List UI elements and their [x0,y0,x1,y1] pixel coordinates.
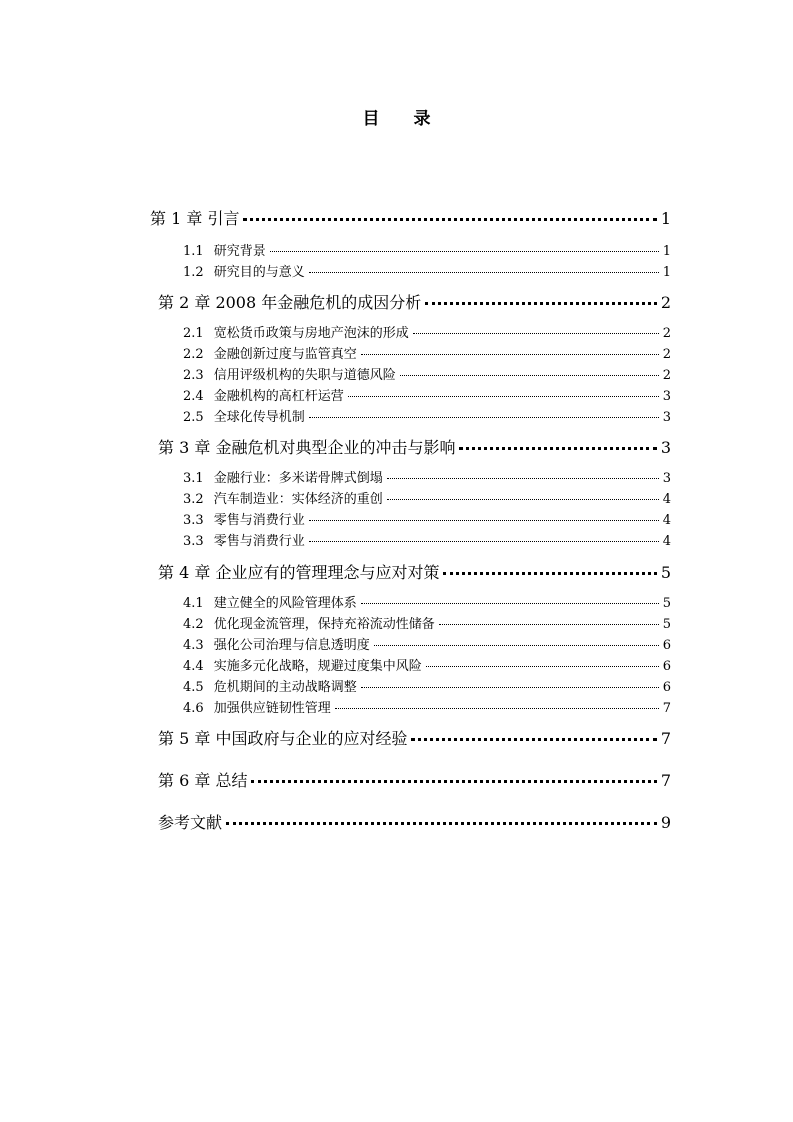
dot-leader [459,447,656,450]
toc-entry-text: 信用评级机构的失职与道德风险 [213,368,396,383]
toc-chapter-entry[interactable] [158,810,671,833]
toc-entry-text: 第 1 章 引言 [150,209,240,228]
toc-entry-label [183,240,266,259]
toc-chapter-entry[interactable] [158,768,671,791]
toc-entry-text: 金融行业：多米诺骨牌式倒塌 [213,471,383,486]
toc-entry-label [183,467,383,486]
toc-page-number: 4 [662,513,671,528]
dot-leader [251,780,656,783]
toc-page-number: 1 [660,209,671,228]
toc-section-number: 3.3 [183,534,204,549]
toc-entry-label [183,613,435,632]
toc-section-entry[interactable] [183,676,671,695]
toc-section-entry[interactable] [183,530,671,549]
dot-leader [270,251,659,252]
toc-section-entry[interactable] [183,261,671,280]
toc-entry-label [158,435,455,458]
toc-entry-label [158,560,439,583]
toc-entry-label [183,385,344,404]
toc-entry-label [158,810,222,833]
dot-leader [425,302,657,305]
toc-entry-label [183,655,422,674]
toc-entry-text: 金融创新过度与监管真空 [213,347,357,362]
dot-leader [361,603,659,604]
page-title: 目 录 [362,109,445,129]
toc-page-number: 6 [662,638,671,653]
toc-page-number: 1 [662,244,671,259]
dot-leader [309,520,659,521]
dot-leader [226,822,657,825]
toc-entry-text: 汽车制造业：实体经济的重创 [213,492,383,507]
toc-page-number: 2 [662,368,671,383]
toc-page-number: 4 [662,534,671,549]
toc-page-number: 7 [660,771,671,790]
toc-page-number: 7 [662,701,671,716]
toc-entry-label [183,488,383,507]
toc-entry-label [183,364,396,383]
toc-page-number: 3 [662,389,671,404]
toc-entry-text: 危机期间的主动战略调整 [213,680,357,695]
toc-section-number: 4.1 [183,596,204,611]
toc-entry-text: 全球化传导机制 [213,410,305,425]
toc-entry-text: 零售与消费行业 [213,513,305,528]
toc-page-number: 6 [662,659,671,674]
toc-entry-label [183,592,357,611]
toc-entry-text: 强化公司治理与信息透明度 [213,638,370,653]
toc-page-number: 6 [662,680,671,695]
toc-page-number: 2 [660,293,671,312]
toc-section-number: 2.4 [183,389,204,404]
toc-section-entry[interactable] [183,655,671,674]
toc-section-number: 3.2 [183,492,204,507]
toc-chapter-entry[interactable] [158,435,671,458]
toc-section-number: 1.1 [183,244,204,259]
toc-section-entry[interactable] [183,406,671,425]
toc-chapter-entry[interactable] [158,726,671,749]
toc-section-number: 3.1 [183,471,204,486]
toc-chapter-entry[interactable] [158,290,671,313]
toc-section-entry[interactable] [183,322,671,341]
toc-entry-text: 第 5 章 中国政府与企业的应对经验 [158,729,408,748]
toc-entry-label [183,509,305,528]
toc-page-number: 2 [662,347,671,362]
toc-section-number: 4.4 [183,659,204,674]
dot-leader [387,499,659,500]
dot-leader [443,572,656,575]
dot-leader [374,645,659,646]
toc-section-entry[interactable] [183,385,671,404]
toc-entry-text: 实施多元化战略，规避过度集中风险 [213,659,422,674]
toc-entry-label [150,206,239,229]
dot-leader [387,478,659,479]
toc-chapter-entry[interactable] [150,206,671,229]
toc-entry-text: 第 4 章 企业应有的管理理念与应对对策 [158,563,440,582]
toc-entry-text: 参考文献 [158,813,223,832]
toc-entry-label [183,406,305,425]
dot-leader [426,666,659,667]
toc-entry-text: 加强供应链韧性管理 [213,701,331,716]
toc-section-entry[interactable] [183,634,671,653]
toc-entry-text: 研究背景 [213,244,266,259]
toc-section-number: 2.3 [183,368,204,383]
toc-page-number: 3 [662,471,671,486]
toc-section-number: 4.5 [183,680,204,695]
dot-leader [309,417,659,418]
dot-leader [309,541,659,542]
dot-leader [243,218,656,221]
toc-entry-label [183,261,305,280]
toc-section-entry[interactable] [183,613,671,632]
toc-page-number: 5 [660,563,671,582]
toc-entry-label [183,676,357,695]
toc-page-number: 2 [662,326,671,341]
toc-entry-text: 优化现金流管理，保持充裕流动性储备 [213,617,435,632]
toc-page-number: 5 [662,617,671,632]
toc-section-number: 2.1 [183,326,204,341]
toc-entry-label [183,322,409,341]
toc-entry-label [183,634,370,653]
toc-page-number: 9 [660,813,671,832]
toc-entry-text: 建立健全的风险管理体系 [213,596,357,611]
dot-leader [335,708,659,709]
dot-leader [439,624,659,625]
dot-leader [413,333,659,334]
toc-entry-text: 第 3 章 金融危机对典型企业的冲击与影响 [158,438,456,457]
toc-entry-label [158,768,247,791]
toc-entry-text: 研究目的与意义 [213,265,305,280]
toc-entry-label [183,343,357,362]
toc-section-entry[interactable] [183,364,671,383]
toc-page-number: 7 [660,729,671,748]
toc-page-number: 4 [662,492,671,507]
toc-section-number: 4.2 [183,617,204,632]
toc-section-number: 3.3 [183,513,204,528]
toc-entry-text: 宽松货币政策与房地产泡沫的形成 [213,326,409,341]
toc-entry-text: 第 6 章 总结 [158,771,248,790]
toc-entry-label [183,530,305,549]
dot-leader [400,375,659,376]
dot-leader [361,687,659,688]
toc-entry-label [183,697,331,716]
toc-section-number: 4.6 [183,701,204,716]
toc-chapter-entry[interactable] [158,560,671,583]
toc-section-entry[interactable] [183,467,671,486]
toc-section-entry[interactable] [183,240,671,259]
toc-entry-text: 零售与消费行业 [213,534,305,549]
toc-entry-text: 金融机构的高杠杆运营 [213,389,344,404]
toc-entry-label [158,290,421,313]
toc-section-number: 2.5 [183,410,204,425]
toc-entry-label [158,726,407,749]
toc-page-number: 3 [660,438,671,457]
dot-leader [309,272,659,273]
toc-section-number: 4.3 [183,638,204,653]
toc-section-number: 1.2 [183,265,204,280]
toc-page-number: 5 [662,596,671,611]
toc-section-entry[interactable] [183,592,671,611]
dot-leader [348,396,659,397]
toc-section-entry[interactable] [183,697,671,716]
dot-leader [411,738,656,741]
toc-section-number: 2.2 [183,347,204,362]
dot-leader [361,354,659,355]
toc-page-number: 1 [662,265,671,280]
toc-section-entry[interactable] [183,509,671,528]
toc-section-entry[interactable] [183,488,671,507]
toc-entry-text: 第 2 章 2008 年金融危机的成因分析 [158,293,422,312]
toc-page-number: 3 [662,410,671,425]
toc-section-entry[interactable] [183,343,671,362]
